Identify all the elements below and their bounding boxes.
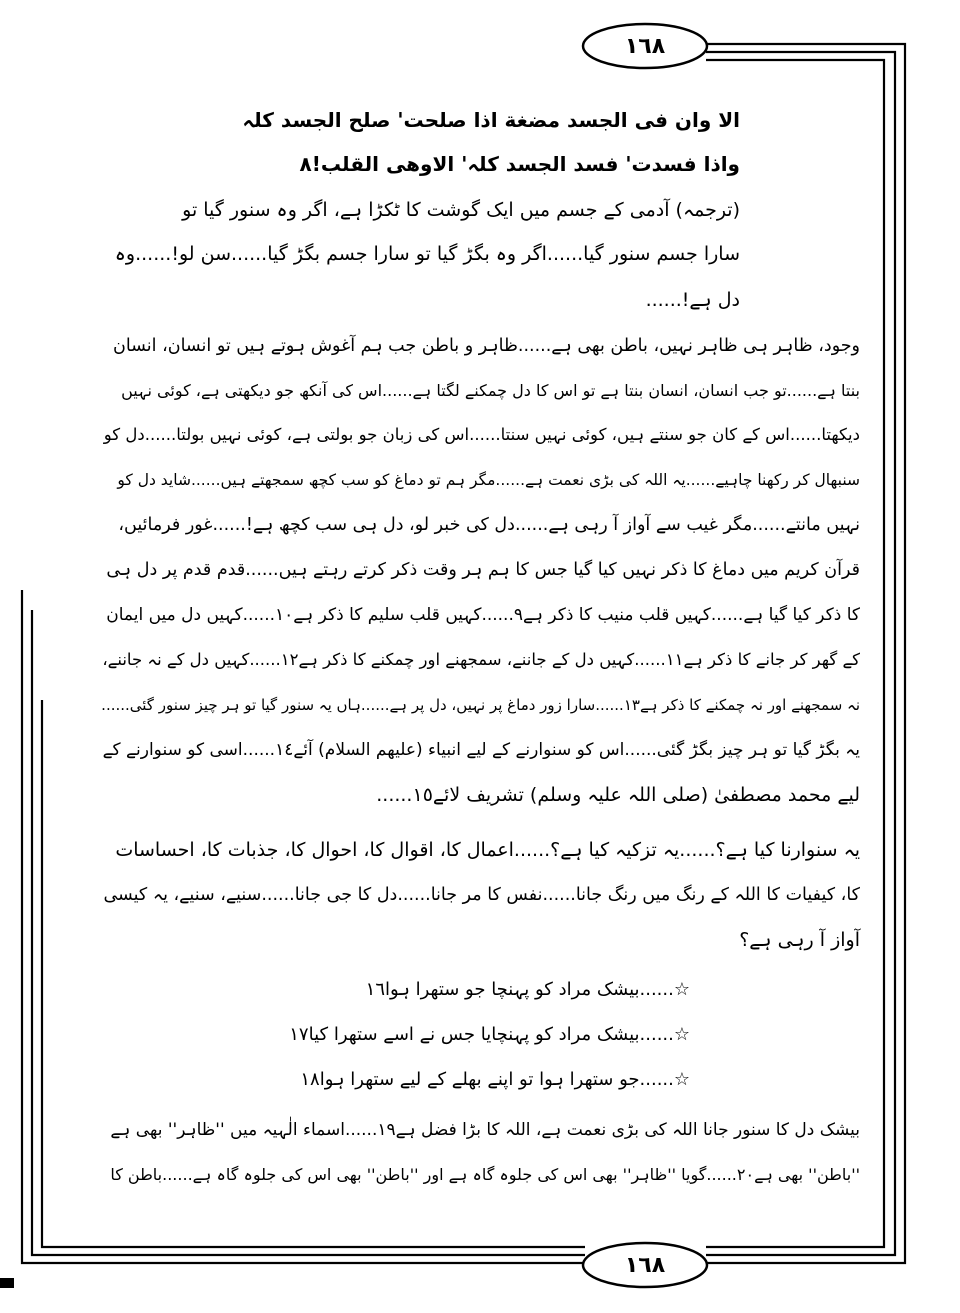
para3-line: بیشک دل کا سنور جانا اللہ کی بڑی نعمت ہے، اللہ کا بڑا فضل ہے١٩......اسماء الٰہیہ میں ''ظاہر'' بھی ہے	[110, 1120, 860, 1140]
para3-line: ''باطن'' بھی ہے٢٠......گویا ''ظاہر'' بھی اس کی جلوہ گاہ ہے اور ''باطن'' بھی اس کی جلوہ گاہ ہے......باطن کا	[110, 1165, 860, 1184]
para1-line: کے گھر کر جانے کا ذکر ہے١١......کہیں دل کے جاننے، سمجھنے اور چمکنے کا ذکر ہے١٢......کہیں دل کے نہ جاننے،	[102, 650, 860, 669]
para1-line: یہ بگڑ گیا تو ہر چیز بگڑ گئی......اس کو سنوارنے کے لیے انبیاء (علیھم السلام) آئے١٤......اسی کو سنوارنے کے	[102, 740, 860, 760]
scan-mark	[0, 1278, 14, 1288]
para2-line: کا، کیفیات کا اللہ کے رنگ میں رنگ جانا......نفس کا مر جانا......دل کا جی جانا......سنیے، سنیے، یہ کیسی	[103, 885, 860, 905]
translation-line-2: سارا جسم سنور گیا......اگر وہ بگڑ گیا تو سارا جسم بگڑ گیا......سن لو!......وہ	[114, 243, 740, 265]
translation-line-1: (ترجمہ) آدمی کے جسم میں ایک گوشت کا ٹکڑا ہے، اگر وہ سنور گیا تو	[182, 199, 740, 221]
verse-item: ☆......بیشک مراد کو پہنچایا جس نے اسے ستھرا کیا١٧	[289, 1024, 690, 1045]
page-number-top: ١٦٨	[624, 33, 666, 59]
para1-line: سنبھال کر رکھنا چاہیے......یہ اللہ کی بڑی نعمت ہے......مگر ہم تو دماغ کو سب کچھ سمجھتے ہیں......شاید دل کو	[117, 471, 860, 489]
para1-line: نہ سمجھنے اور نہ چمکنے کا ذکر ہے١٣......سارا زور دماغ پر نہیں، دل پر ہے......ہاں یہ سنور گیا تو ہر چیز سنور گئی......	[101, 696, 860, 714]
para1-line: قرآن کریم میں دماغ کا ذکر نہیں کیا گیا جس کا ہم ہر وقت ذکر کرتے رہتے ہیں......قدم قدم پر دل ہی	[106, 560, 860, 580]
verse-item: ☆......جو ستھرا ہوا تو اپنے بھلے کے لیے ستھرا ہوا١٨	[300, 1069, 690, 1090]
para1-line: کا ذکر کیا گیا ہے......کہیں قلب منیب کا ذکر ہے٩......کہیں قلب سلیم کا ذکر ہے١٠......کہیں دل میں ایمان	[106, 605, 860, 625]
para1-line: دیکھتا......اس کے کان جو سنتے ہیں، کوئی نہیں سنتا......اس کی زبان جو بولتی ہے، کوئی نہیں بولتا......دل کو	[103, 425, 860, 444]
verse-item: ☆......بیشک مراد کو پہنچا جو ستھرا ہوا١٦	[365, 979, 690, 1000]
hadith-arabic-line-2: واذا فسدت' فسد الجسد کلہ' الاوھی القلب!٨	[299, 152, 740, 176]
para1-line: نہیں مانتے......مگر غیب سے آواز آ رہی ہے......دل کی خبر لو، دل ہی سب کچھ ہے!......غور فرمائیں،	[118, 515, 860, 535]
para1-line: وجود، ظاہر ہی ظاہر نہیں، باطن بھی ہے......ظاہر و باطن جب ہم آغوش ہوتے ہیں تو انسان، انسان	[112, 336, 860, 356]
page-number-bottom: ١٦٨	[624, 1252, 666, 1278]
para2-line: آواز آ رہی ہے؟	[739, 929, 860, 951]
translation-line-3: دل ہے!......	[645, 289, 740, 311]
hadith-arabic-line-1: الا وان فی الجسد مضغة اذا صلحت' صلح الجسد کلہ	[242, 108, 740, 132]
para2-line: یہ سنوارنا کیا ہے؟......یہ تزکیہ کیا ہے؟......اعمال کا، اقوال کا، احوال کا، جذبات کا، احساسات	[115, 839, 860, 861]
para1-line: لیے محمد مصطفیٰ (صلی اللہ علیہ وسلم) تشریف لائے١٥......	[376, 784, 860, 806]
para1-line: بنتا ہے......تو جب انسان، انسان بنتا ہے تو اس کا دل چمکنے لگتا ہے......اس کی آنکھ جو دیکھتی ہے، کوئی نہیں	[121, 381, 860, 400]
